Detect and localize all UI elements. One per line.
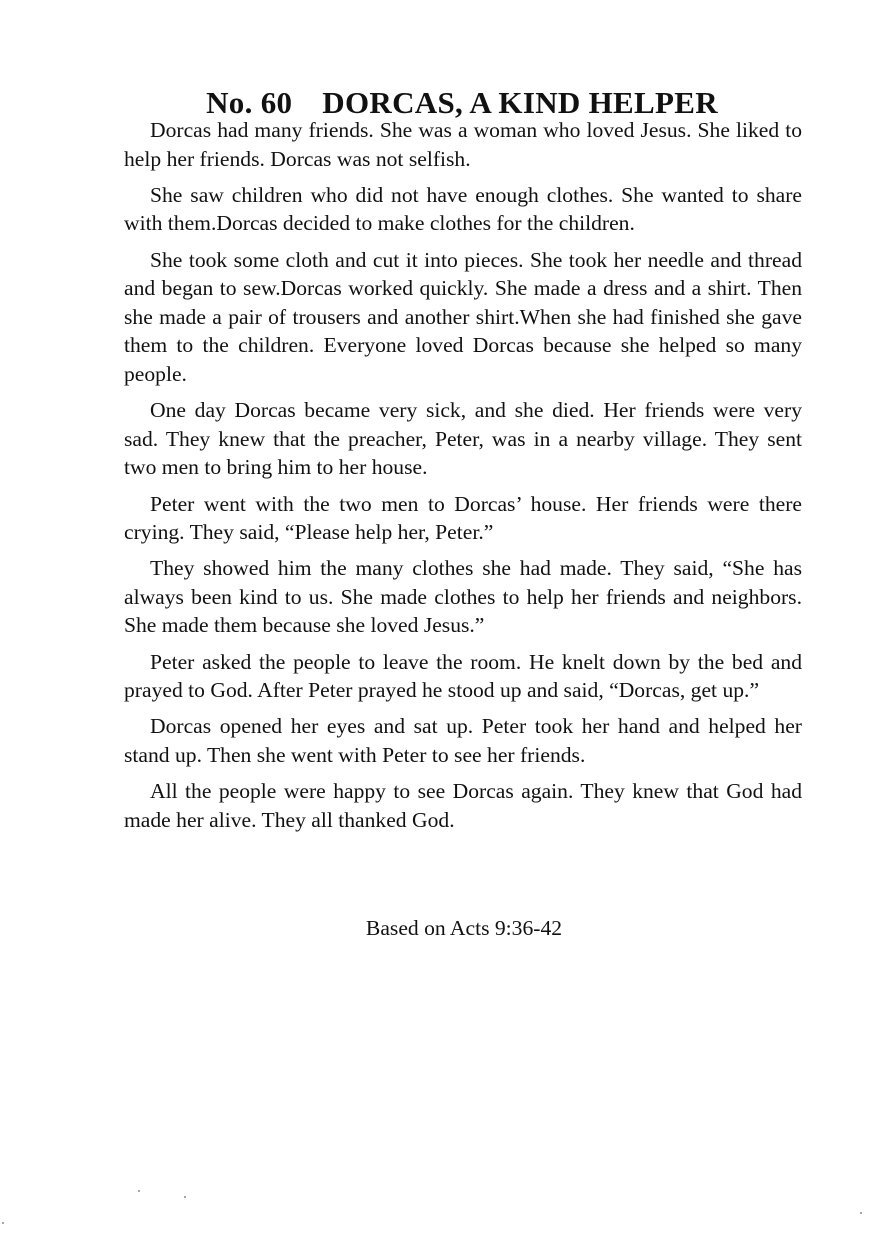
scan-speck <box>860 1212 862 1214</box>
paragraph-2: She saw children who did not have enough clothes. She wanted to share with them.Dorcas decided to make clothes for the children. <box>124 182 802 236</box>
scan-speck <box>2 1222 4 1224</box>
paragraph-1: Dorcas had many friends. She was a woman who loved Jesus. She liked to help her friends. Dorcas was not selfish. <box>124 118 802 171</box>
scripture-reference <box>124 914 802 942</box>
scan-speck <box>184 1196 186 1198</box>
paragraph-3: She took some cloth and cut it into pieces. She took her needle and thread and began to sew.Dorcas worked quickly. She made a dress and a shirt. Then she made a pair of trousers and another shirt.When she had finished she gave them to the children. Everyone loved Dorcas because she helped so many people. <box>124 247 802 386</box>
story-number: No. 60 <box>206 84 293 120</box>
paragraph-4: One day Dorcas became very sick, and she died. Her friends were very sad. They knew that the preacher, Peter, was in a nearby village. They sent two men to bring him to her house. <box>124 398 802 480</box>
scripture-reference-text: Based on Acts 9:36-42 <box>365 916 563 940</box>
paragraph-5: Peter went with the two men to Dorcas’ house. Her friends were there crying. They said, “Please help her, Peter.” <box>124 491 802 545</box>
paragraph-6: They showed him the many clothes she had made. They said, “She has always been kind to us. She made clothes to help her friends and neighbors. She made them because she loved Jesus.” <box>124 556 802 638</box>
story-body <box>124 116 802 842</box>
scan-speck <box>138 1190 140 1192</box>
story-heading: DORCAS, A KIND HELPER <box>322 84 718 120</box>
paragraph-8: Dorcas opened her eyes and sat up. Peter took her hand and helped her stand up. Then she went with Peter to see her friends. <box>124 714 802 768</box>
paragraph-9: All the people were happy to see Dorcas again. They knew that God had made her alive. They all thanked God. <box>124 779 802 832</box>
paragraph-7: Peter asked the people to leave the room. He knelt down by the bed and prayed to God. After Peter prayed he stood up and said, “Dorcas, get up.” <box>124 649 802 703</box>
